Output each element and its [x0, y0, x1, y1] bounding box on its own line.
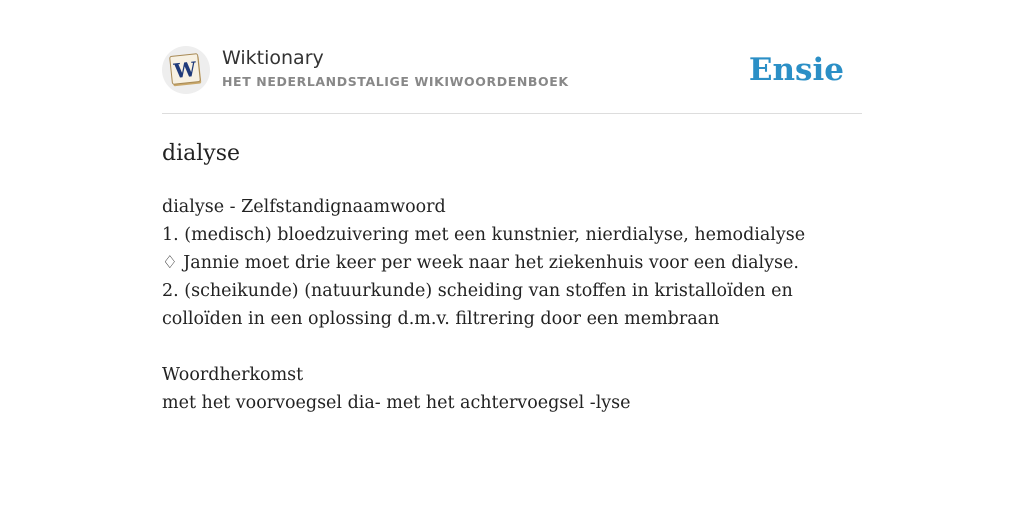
site-subtitle: HET NEDERLANDSTALIGE WIKIWOORDENBOEK: [222, 74, 569, 89]
spacer: [162, 333, 862, 361]
definition-1: 1. (medisch) bloedzuivering met een kunstnier, nierdialyse, hemodialyse: [162, 225, 806, 245]
example-sentence: ♢ Jannie moet drie keer per week naar het ziekenhuis voor een dialyse.: [162, 253, 799, 273]
logo-letter: W: [172, 56, 198, 84]
brand-logo[interactable]: Ensie: [748, 52, 844, 88]
etymology-heading: Woordherkomst: [162, 365, 304, 385]
definition-2: 2. (scheikunde) (natuurkunde) scheiding van stoffen in kristalloïden en colloïden in een oplossing d.m.v. filtrering door een membraan: [162, 281, 793, 329]
wiktionary-logo-icon[interactable]: [162, 46, 210, 94]
site-title[interactable]: Wiktionary: [222, 47, 324, 69]
entry-card: [162, 40, 862, 417]
definition-body: [162, 193, 862, 417]
header: [162, 40, 862, 114]
wiktionary-logo-icon-graphic: [162, 46, 210, 94]
word-type-line: dialyse - Zelfstandignaamwoord: [162, 197, 446, 217]
etymology-text: met het voorvoegsel dia- met het achtervoegsel -lyse: [162, 393, 631, 413]
page-title: dialyse: [162, 141, 241, 166]
